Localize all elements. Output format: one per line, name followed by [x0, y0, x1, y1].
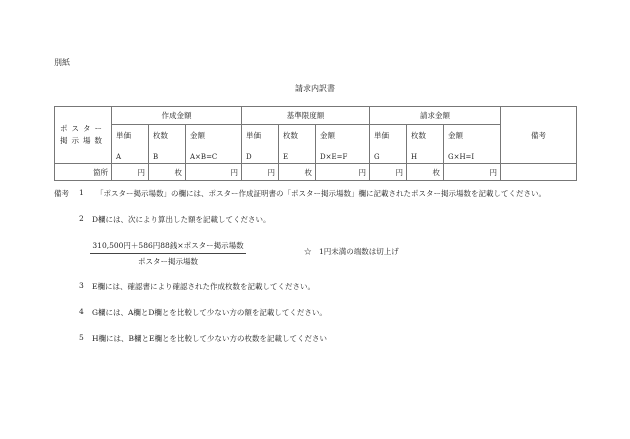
note-5-text: H欄には、B欄とE欄とを比較して少ない方の枚数を記載してください [92, 334, 328, 343]
cell-c[interactable]: 円 [186, 164, 242, 181]
col-amount-c: 金額 A×B=C [186, 125, 242, 164]
remarks-header: 備考 [501, 107, 577, 164]
rounding-footnote: ☆ 1円未満の端数は切上げ [304, 247, 399, 256]
poster-count-header: ポスター掲示場数 [55, 107, 112, 164]
col-amount-f: 金額 D×E=F [316, 125, 370, 164]
cell-g[interactable]: 円 [370, 164, 407, 181]
cell-d[interactable]: 円 [242, 164, 279, 181]
col-unit-price-a: 単価 A [112, 125, 149, 164]
notes-label: 備考 [54, 189, 69, 198]
note-3-number: 3 [79, 281, 84, 290]
col-count-e: 枚数 E [279, 125, 316, 164]
note-1-text: 「ポスター掲示場数」の欄には、ポスター作成証明書の「ポスター掲示場数」欄に記載されたポスター掲示場数を記載してください。 [96, 189, 546, 198]
cell-b[interactable]: 枚 [149, 164, 186, 181]
cell-i[interactable]: 円 [444, 164, 501, 181]
note-2-number: 2 [79, 214, 84, 223]
note-4-number: 4 [79, 307, 84, 316]
group-header-claim: 請求金額 [370, 107, 501, 125]
col-count-h: 枚数 H [407, 125, 444, 164]
col-unit-price-g: 単価 G [370, 125, 407, 164]
cell-e[interactable]: 枚 [279, 164, 316, 181]
note-1-number: 1 [79, 188, 84, 197]
cell-a[interactable]: 円 [112, 164, 149, 181]
cell-f[interactable]: 円 [316, 164, 370, 181]
col-amount-i: 金額 G×H=I [444, 125, 501, 164]
billing-breakdown-table [54, 106, 577, 181]
cell-h[interactable]: 枚 [407, 164, 444, 181]
col-count-b: 枚数 B [149, 125, 186, 164]
note-4-text: G欄には、A欄とD欄とを比較して少ない方の額を記載してください。 [92, 308, 327, 317]
poster-count-cell[interactable]: 箇所 [55, 164, 112, 181]
note-3-text: E欄には、確認書により確認された作成枚数を記載してください。 [92, 282, 315, 291]
formula-numerator: 310,500円＋586円88銭×ポスター掲示場数 [90, 240, 246, 254]
group-header-production: 作成金額 [112, 107, 242, 125]
formula-fraction [90, 240, 246, 267]
group-header-standard-limit: 基準限度額 [242, 107, 370, 125]
attachment-label: 別紙 [54, 58, 70, 67]
note-5-number: 5 [79, 333, 84, 342]
note-2-text: D欄には、次により算出した額を記載してください。 [92, 215, 271, 224]
remarks-cell[interactable] [501, 164, 577, 181]
formula-denominator: ポスター掲示場数 [138, 257, 198, 266]
document-title: 請求内訳書 [295, 84, 335, 93]
col-unit-price-d: 単価 D [242, 125, 279, 164]
